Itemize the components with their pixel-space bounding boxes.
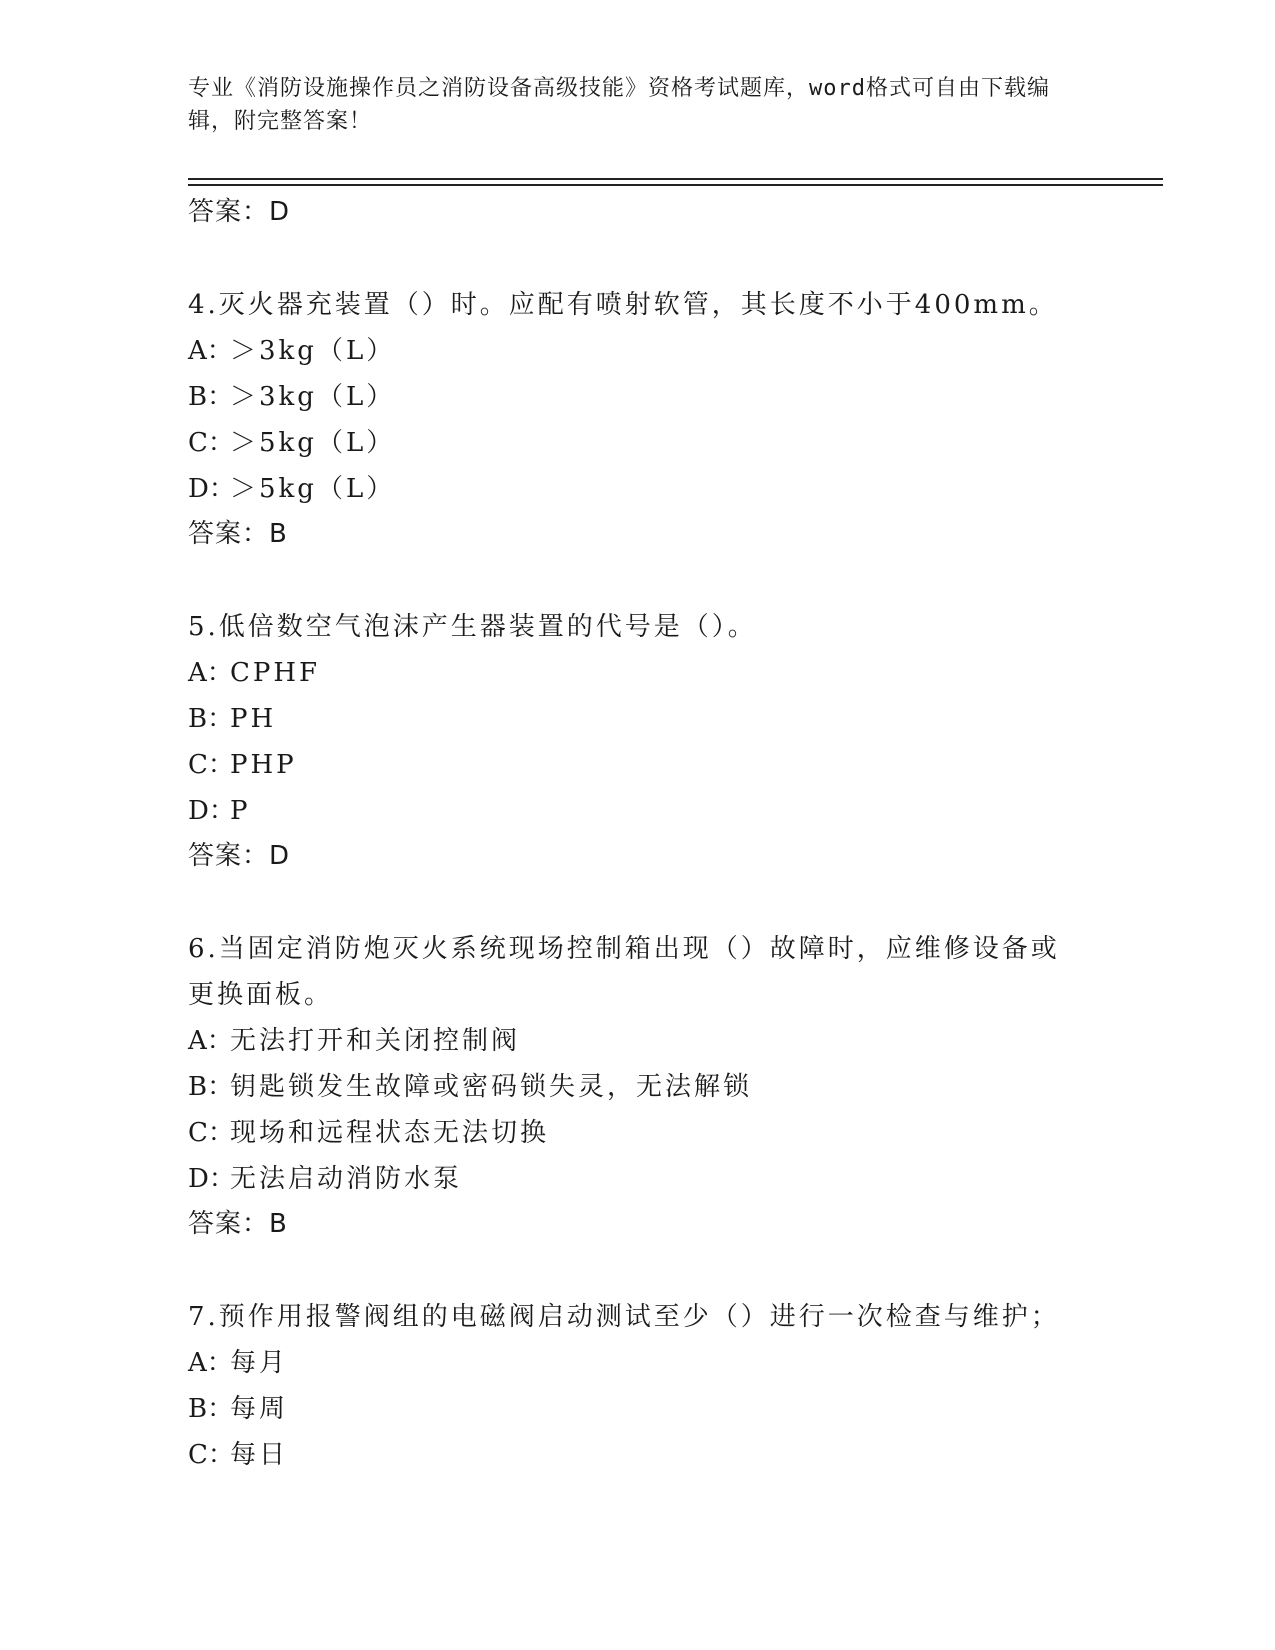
option-text: 每日 [230, 1440, 289, 1470]
question-4-option-d [188, 466, 1088, 512]
question-4-option-b [188, 374, 1088, 420]
option-label: D： [188, 474, 235, 504]
option-text: ＞3kg（L） [230, 336, 396, 366]
option-label: C： [188, 1118, 234, 1148]
question-7-option-c [188, 1432, 1088, 1478]
question-6-option-d [188, 1156, 1088, 1202]
question-4-text: 4.灭火器充装置（）时。应配有喷射软管，其长度不小于400mm。 [188, 290, 1058, 320]
question-4-option-c [188, 420, 1088, 466]
option-label: B： [188, 704, 234, 734]
option-text: 钥匙锁发生故障或密码锁失灵，无法解锁 [230, 1072, 753, 1102]
option-label: B： [188, 382, 234, 412]
question-5-text: 5.低倍数空气泡沫产生器装置的代号是（）。 [188, 612, 757, 642]
question-5-option-a [188, 650, 1088, 696]
option-text: PH [230, 704, 277, 734]
option-label: B： [188, 1394, 234, 1424]
option-label: B： [188, 1072, 234, 1102]
option-label: C： [188, 428, 234, 458]
option-text: CPHF [230, 658, 321, 688]
option-label: C： [188, 750, 234, 780]
document-header: 专业《消防设施操作员之消防设备高级技能》资格考试题库，word格式可自由下载编辑，附完整答案！ [188, 76, 1050, 134]
option-text: 现场和远程状态无法切换 [230, 1118, 550, 1148]
question-6-text: 6.当固定消防炮灭火系统现场控制箱出现（）故障时，应维修设备或更换面板。 [188, 934, 1060, 1010]
option-text: ＞5kg（L） [230, 474, 396, 504]
option-label: C： [188, 1440, 234, 1470]
option-text: 每周 [230, 1394, 289, 1424]
option-text: PHP [230, 750, 297, 780]
option-text: P [230, 796, 251, 826]
option-text: 无法启动消防水泵 [230, 1164, 463, 1194]
option-label: A： [188, 1348, 233, 1378]
option-label: A： [188, 1026, 233, 1056]
question-5-answer: 答案：D [188, 841, 291, 871]
question-7-text: 7.预作用报警阀组的电磁阀启动测试至少（）进行一次检查与维护； [188, 1302, 1060, 1332]
question-4-option-a [188, 328, 1088, 374]
question-6-option-b [188, 1064, 1088, 1110]
option-label: A： [188, 336, 233, 366]
option-label: D： [188, 1164, 235, 1194]
option-text: 每月 [230, 1348, 289, 1378]
option-text: 无法打开和关闭控制阀 [230, 1026, 521, 1056]
question-5-option-c [188, 742, 1088, 788]
question-4-answer: 答案：B [188, 519, 288, 549]
option-text: ＞5kg（L） [230, 428, 396, 458]
option-label: D： [188, 796, 235, 826]
question-6-option-c [188, 1110, 1088, 1156]
question-5-option-b [188, 696, 1088, 742]
question-6-answer: 答案：B [188, 1209, 288, 1239]
option-label: A： [188, 658, 233, 688]
question-7-option-a [188, 1340, 1088, 1386]
header-divider-bottom [188, 184, 1163, 186]
question-6-option-a [188, 1018, 1088, 1064]
question-7-option-b [188, 1386, 1088, 1432]
header-divider-top [188, 178, 1163, 180]
question-list [188, 190, 1088, 1478]
option-text: ＞3kg（L） [230, 382, 396, 412]
question-5-option-d [188, 788, 1088, 834]
answer-previous: 答案：D [188, 197, 291, 227]
